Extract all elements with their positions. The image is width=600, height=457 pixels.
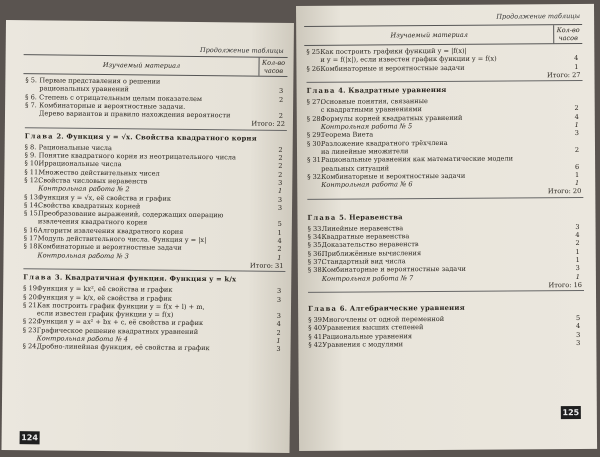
section-number: § 29.: [306, 131, 323, 140]
section-number: § 17.: [23, 234, 40, 243]
chapter-2-heading: [25, 132, 287, 144]
section-title: Контрольная работа № 7: [321, 273, 414, 283]
section-title: Первые представления о решении: [39, 76, 161, 86]
section-title: Комбинаторные и вероятностные задачи: [320, 63, 465, 73]
section-number: § 18.: [23, 242, 40, 251]
hours-value: 3: [576, 330, 581, 339]
right-column: [306, 46, 584, 349]
section-title: реальных ситуаций: [321, 163, 390, 173]
hours-value: 5: [575, 314, 581, 323]
chapter-4-rows: [307, 96, 584, 189]
section-number: § 16.: [23, 225, 40, 235]
section-title: Иррациональные числа: [38, 159, 122, 169]
section-title: если известен график функции y = f(x): [36, 309, 174, 319]
hours-value: 4: [575, 231, 580, 240]
section-number: § 41.: [308, 332, 325, 341]
section-title: Функция y = ax² + bx + c, её свойства и график: [36, 317, 204, 328]
hours-value: 1: [574, 170, 580, 179]
chapter-6-heading: [308, 303, 584, 314]
section-number: § 13.: [24, 192, 41, 201]
section-title: Квадратные неравенства: [321, 232, 410, 241]
hours-value: 3: [278, 178, 283, 187]
chapter-5-heading: [307, 212, 583, 223]
section-title: на линейные множители: [320, 147, 409, 156]
chapter-word: Глава: [24, 131, 54, 141]
section-title: с квадратными уравнениями: [320, 105, 422, 115]
section-title: Многочлены от одной переменной: [322, 315, 445, 324]
section-number: § 38.: [307, 266, 324, 275]
section-number: § 35.: [307, 241, 324, 250]
section-title: Рациональные уравнения как математические модели: [321, 154, 514, 165]
section-title: Комбинаторные и вероятностные задачи.: [39, 101, 186, 111]
hours-value: 3: [277, 203, 283, 212]
left-page: [1, 20, 293, 453]
section-title: Понятие квадратного корня из неотрицательного числа: [38, 151, 236, 162]
section-number: § 42.: [308, 340, 325, 349]
section-title: Алгоритм извлечения квадратного корня: [37, 226, 184, 236]
total-ch3: Итого: 27: [546, 70, 581, 80]
chapter-title: 6. Алгебраические уравнения: [339, 303, 465, 313]
section-number: § 10.: [24, 159, 41, 168]
chapter-2-rows: [23, 143, 286, 262]
section-title: Дерево вариантов и правило нахождения вероятности: [38, 109, 231, 120]
chapter-title: 2. Функция y = √x. Свойства квадратного корня: [56, 132, 257, 143]
hours-value: 2: [574, 104, 579, 113]
section-number: § 9.: [24, 151, 37, 160]
section-title: Основные понятия, связанные: [320, 97, 428, 107]
hours-value: 1: [277, 187, 283, 196]
section-number: § 5.: [25, 76, 38, 85]
section-number: § 25.: [306, 47, 323, 56]
total-ch2: Итого: 31: [249, 261, 284, 270]
hours-value: 3: [575, 222, 580, 231]
hours-value: 3: [276, 345, 281, 354]
section-number: § 40.: [308, 324, 325, 333]
section-number: § 37.: [307, 257, 324, 266]
section-title: Множество действительных чисел: [38, 168, 160, 178]
section-number: § 14.: [24, 201, 40, 210]
section-number: § 20.: [23, 292, 40, 301]
section-number: § 36.: [307, 249, 324, 258]
section-title: Стандартный вид числа: [321, 257, 406, 266]
hours-value: 1: [574, 121, 579, 130]
chapter-word: Глава: [307, 213, 337, 222]
section-title: Функция y = kx², её свойства и график: [37, 284, 173, 294]
section-title: Модуль действительного числа. Функция y = |x|: [37, 234, 207, 245]
section-number: § 15.: [23, 209, 40, 218]
hours-value: 2: [278, 170, 283, 179]
section-number: § 34.: [307, 232, 324, 241]
hours-value: 1: [277, 228, 282, 237]
hours-value: 3: [575, 264, 580, 273]
hours-value: 3: [276, 311, 281, 321]
total-ch4: Итого: 20: [547, 187, 582, 196]
section-number: § 30.: [306, 139, 323, 148]
section-title: Функция y = √x, её свойства и график: [38, 192, 172, 203]
section-number: § 19.: [23, 284, 40, 293]
section-title: Свойства числовых неравенств: [38, 176, 148, 186]
hours-value: 3: [574, 129, 579, 138]
total-ch5: Итого: 16: [548, 280, 582, 290]
hours-value: 4: [276, 320, 281, 329]
section-number: § 27.: [306, 98, 323, 107]
right-top-rows: [306, 46, 582, 73]
header-material: Изучаемый материал: [390, 30, 468, 40]
chapter-4-heading: [307, 85, 583, 96]
hours-value: 2: [278, 153, 283, 162]
section-title: Степень с отрицательным целым показателем: [39, 92, 203, 103]
right-page: [296, 4, 597, 451]
table-header: [23, 54, 287, 77]
section-number: § 22.: [22, 317, 39, 326]
hours-value: 5: [277, 220, 282, 229]
section-number: § 6.: [25, 92, 37, 101]
section-title: Уравнения высших степеней: [322, 323, 424, 333]
hours-value: 1: [276, 336, 281, 345]
chapter-3-heading: [23, 273, 285, 285]
section-title: Доказательство неравенств: [321, 240, 419, 250]
table-header: [304, 24, 582, 46]
section-title: Преобразование выражений, содержащих операцию: [37, 209, 224, 220]
section-number: § 32.: [307, 172, 324, 181]
chapter-3-rows: [23, 284, 286, 353]
section-number: § 39.: [308, 315, 325, 325]
left-column: [23, 76, 288, 353]
chapter-title: 3. Квадратичная функция. Функция y = k/x: [54, 273, 237, 284]
section-number: § 33.: [307, 224, 324, 233]
section-title: Контрольная работа № 6: [321, 180, 413, 189]
section-number: § 24.: [22, 342, 39, 351]
section-number: § 31.: [307, 156, 323, 165]
continuation-note: Продолжение таблицы: [496, 12, 581, 21]
hours-value: 2: [574, 145, 580, 155]
section-title: Теорема Виета: [320, 130, 374, 140]
left-top-rows: [25, 76, 287, 120]
section-title: Формулы корней квадратных уравнений: [320, 113, 463, 123]
section-number: § 28.: [306, 114, 323, 123]
section-number: § 23.: [22, 325, 39, 335]
section-title: Контрольная работа № 4: [36, 334, 129, 344]
section-title: Линейные неравенства: [321, 224, 404, 233]
hours-value: 1: [574, 62, 579, 71]
chapter-6-rows: [308, 314, 584, 349]
continuation-note: Продолжение таблицы: [199, 46, 284, 55]
section-title: Контрольная работа № 2: [38, 184, 130, 194]
section-title: Рациональные числа: [38, 143, 113, 152]
section-number: § 12.: [24, 176, 41, 185]
section-title: Рациональные уравнения: [322, 331, 413, 341]
hours-value: 1: [575, 247, 580, 256]
chapter-title: 5. Неравенства: [339, 213, 403, 222]
page-number: 125: [561, 406, 581, 419]
hours-value: 3: [276, 295, 282, 304]
section-title: извлечения квадратного корня: [37, 217, 148, 227]
hours-value: 4: [576, 322, 581, 331]
section-title: Приближённые вычисления: [321, 248, 422, 258]
header-hours: Кол-во часов: [553, 25, 582, 43]
chapter-word: Глава: [306, 86, 336, 96]
hours-value: 1: [277, 253, 282, 262]
section-number: § 7.: [25, 101, 37, 110]
hours-value: 2: [278, 95, 284, 104]
table-row: [308, 339, 584, 349]
hours-value: 3: [279, 87, 284, 96]
section-title: Контрольная работа № 5: [320, 122, 413, 131]
hours-value: 4: [574, 54, 579, 63]
section-title: Графическое решение квадратных уравнений: [36, 326, 199, 336]
chapter-title: 4. Квадратные уравнения: [338, 86, 447, 95]
chapter-word: Глава: [23, 273, 53, 282]
hours-value: 4: [277, 236, 282, 245]
section-number: § 8.: [24, 142, 37, 152]
section-title: рациональных уравнений: [39, 84, 129, 94]
header-material: Изучаемый материал: [102, 61, 181, 70]
hours-value: 3: [576, 339, 581, 348]
header-hours: Кол-во часов: [258, 58, 287, 76]
hours-value: 2: [277, 245, 282, 254]
hours-value: 1: [575, 272, 580, 281]
section-title: Разложение квадратного трёхчлена: [320, 138, 448, 148]
hours-value: 2: [278, 162, 283, 171]
section-title: Как построить графики функций y = |f(x)|: [320, 46, 467, 56]
hours-value: 2: [575, 239, 580, 248]
section-title: Комбинаторные и вероятностные задачи: [321, 171, 466, 181]
hours-value: 1: [575, 179, 580, 188]
hours-value: 3: [276, 287, 282, 296]
section-title: Уравнения с модулями: [322, 340, 404, 349]
hours-value: 3: [277, 195, 283, 204]
section-title: Комбинаторные и вероятностные задачи: [37, 242, 182, 253]
section-number: § 11.: [24, 167, 41, 177]
page-number: 124: [20, 431, 40, 444]
section-number: § 21.: [22, 301, 39, 310]
table-row: [23, 343, 285, 354]
section-title: Комбинаторные и вероятностные задачи: [321, 265, 466, 275]
section-title: Контрольная работа № 3: [37, 250, 129, 260]
section-title: и y = f(|x|), если известен график функции y = f(x): [320, 54, 497, 65]
hours-value: 4: [574, 112, 579, 121]
hours-value: 1: [575, 255, 580, 264]
hours-value: 6: [574, 162, 580, 171]
section-title: Функция y = k/x, её свойства и график: [37, 292, 172, 303]
hours-value: 2: [276, 328, 281, 337]
hours-value: 2: [278, 112, 284, 121]
hours-value: 2: [278, 145, 283, 154]
section-number: § 26.: [306, 64, 323, 73]
chapter-5-rows: [308, 223, 584, 283]
chapter-word: Глава: [308, 304, 338, 314]
section-title: Как построить график функции y = f(x + l) + m,: [36, 301, 205, 311]
section-title: Свойства квадратных корней: [38, 201, 141, 211]
total-ch1: Итого: 22: [251, 120, 285, 129]
section-title: Дробно-линейная функция, её свойства и график: [36, 342, 210, 353]
